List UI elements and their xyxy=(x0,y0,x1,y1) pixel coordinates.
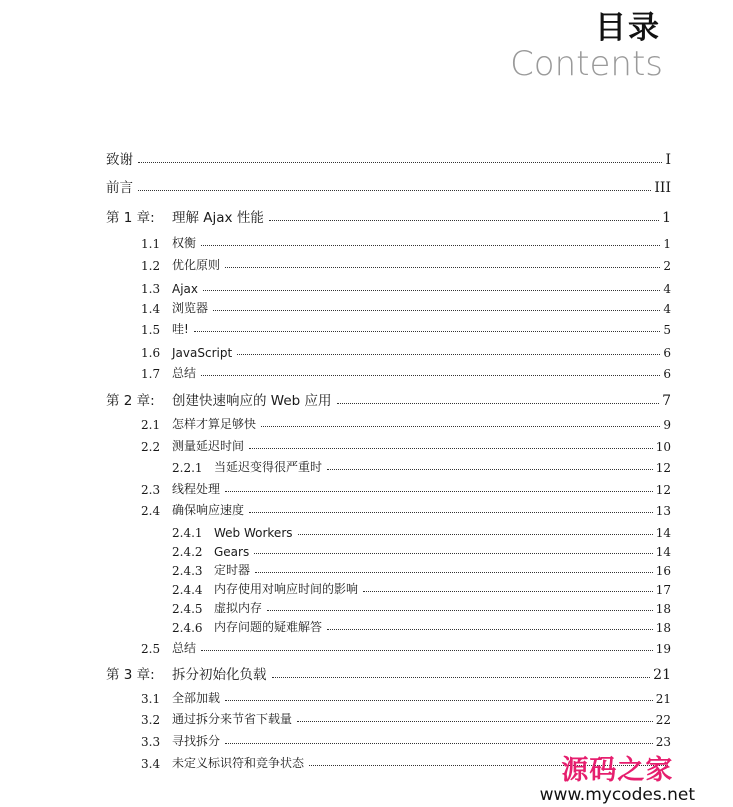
toc-page-number: 23 xyxy=(655,735,671,749)
toc-section-number: 1.3 xyxy=(141,282,161,296)
toc-label: Web Workers xyxy=(214,526,293,540)
watermark xyxy=(540,748,695,805)
toc-label: 怎样才算足够快 xyxy=(172,417,257,431)
toc-leader-dots xyxy=(201,244,660,246)
toc-label: 优化原则 xyxy=(172,258,221,272)
toc-entry xyxy=(0,206,733,226)
toc-leader-dots xyxy=(363,590,653,592)
toc-leader-dots xyxy=(225,742,653,744)
toc-entry xyxy=(0,434,733,454)
toc-section-number: 2.4 xyxy=(141,504,161,518)
toc-entry xyxy=(0,296,733,316)
toc-leader-dots xyxy=(327,628,653,630)
toc-label: 寻找拆分 xyxy=(172,734,221,748)
toc-page-number: 14 xyxy=(655,526,671,540)
toc-entry xyxy=(0,276,733,296)
toc-section-number: 3.4 xyxy=(141,757,161,771)
toc-leader-dots xyxy=(337,402,660,404)
toc-page-number: 14 xyxy=(655,545,671,559)
toc-chapter-number: 第 1 章: xyxy=(106,210,155,226)
toc-leader-dots xyxy=(225,266,660,268)
toc-chapter-number: 第 2 章: xyxy=(106,393,155,409)
toc-entry xyxy=(0,477,733,497)
toc-entry xyxy=(0,253,733,273)
toc-leader-dots xyxy=(201,374,660,376)
toc-label: 内存问题的疑难解答 xyxy=(214,620,323,634)
toc-entry xyxy=(0,176,733,196)
toc-page-number: 5 xyxy=(663,323,671,337)
toc-section-number: 2.4.5 xyxy=(172,602,203,616)
toc-section-number: 2.4.6 xyxy=(172,621,203,635)
toc-section-number: 1.2 xyxy=(141,259,161,273)
toc-page-number: 6 xyxy=(663,367,671,381)
toc-section-number: 2.3 xyxy=(141,483,161,497)
toc-leader-dots xyxy=(249,447,653,449)
toc-leader-dots xyxy=(194,330,661,332)
toc-entry xyxy=(0,615,733,635)
toc-leader-dots xyxy=(254,552,652,554)
toc-chapter-number: 第 3 章: xyxy=(106,667,155,683)
toc-page-number: 17 xyxy=(655,583,671,597)
toc-label: 前言 xyxy=(106,180,133,196)
toc-label: 哇! xyxy=(172,322,189,336)
toc-page-number: 4 xyxy=(663,302,671,316)
toc-label: 全部加载 xyxy=(172,691,221,705)
toc-section-number: 1.5 xyxy=(141,323,161,337)
toc-label: 拆分初始化负载 xyxy=(172,667,267,683)
toc-leader-dots xyxy=(298,533,653,535)
toc-entry xyxy=(0,498,733,518)
toc-label: 测量延迟时间 xyxy=(172,439,245,453)
toc-leader-dots xyxy=(225,490,653,492)
toc-entry xyxy=(0,340,733,360)
toc-entry xyxy=(0,636,733,656)
toc-page-number: 22 xyxy=(655,713,671,727)
toc-page-number: 16 xyxy=(655,564,671,578)
toc-leader-dots xyxy=(203,289,660,291)
toc-page-number: 7 xyxy=(662,393,671,409)
toc-entry xyxy=(0,729,733,749)
toc-section-number: 1.1 xyxy=(141,237,161,251)
toc-entry xyxy=(0,148,733,168)
toc-section-number: 2.4.4 xyxy=(172,583,203,597)
toc-label: 确保响应速度 xyxy=(172,503,245,517)
toc-leader-dots xyxy=(269,219,659,221)
toc-leader-dots xyxy=(297,720,653,722)
toc-page-number: 19 xyxy=(655,642,671,656)
watermark-url: www.mycodes.net xyxy=(539,785,695,805)
toc-section-number: 2.1 xyxy=(141,418,161,432)
toc-label: 总结 xyxy=(172,366,197,380)
toc-section-number: 1.4 xyxy=(141,302,161,316)
toc-label: 创建快速响应的 Web 应用 xyxy=(172,393,332,409)
toc-entry xyxy=(0,663,733,683)
toc-section-number: 1.6 xyxy=(141,346,161,360)
toc-label: 通过拆分来节省下载量 xyxy=(172,712,293,726)
toc-entry xyxy=(0,539,733,559)
toc-leader-dots xyxy=(138,189,651,191)
toc-page-number: 21 xyxy=(655,692,671,706)
toc-page-number: 2 xyxy=(663,259,671,273)
toc-section-number: 1.7 xyxy=(141,367,161,381)
toc-section-number: 2.2.1 xyxy=(172,461,203,475)
toc-section-number: 2.4.2 xyxy=(172,545,203,559)
toc-leader-dots xyxy=(255,571,653,573)
toc-leader-dots xyxy=(267,609,653,611)
toc-page-number: 1 xyxy=(662,210,671,226)
toc-label: 权衡 xyxy=(172,236,197,250)
toc-leader-dots xyxy=(249,511,653,513)
toc-page-number: 10 xyxy=(655,440,671,454)
toc-label: 虚拟内存 xyxy=(214,601,263,615)
toc-page-number: I xyxy=(665,152,671,168)
toc-entry xyxy=(0,596,733,616)
toc-label: 理解 Ajax 性能 xyxy=(172,210,264,226)
toc-page-number: 12 xyxy=(655,483,671,497)
toc-entry xyxy=(0,520,733,540)
toc-leader-dots xyxy=(272,676,651,678)
toc-page-number: 18 xyxy=(655,621,671,635)
toc-entry xyxy=(0,389,733,409)
page-subtitle: Contents xyxy=(510,44,663,84)
toc-entry xyxy=(0,707,733,727)
toc-label: JavaScript xyxy=(172,346,233,360)
toc-label: 定时器 xyxy=(214,563,251,577)
toc-entry xyxy=(0,412,733,432)
page-title: 目录 xyxy=(595,10,661,46)
toc-label: 线程处理 xyxy=(172,482,221,496)
toc-leader-dots xyxy=(213,309,660,311)
toc-label: Gears xyxy=(214,545,250,559)
toc-section-number: 2.5 xyxy=(141,642,161,656)
toc-label: 总结 xyxy=(172,641,197,655)
toc-label: 当延迟变得很严重时 xyxy=(214,460,323,474)
toc-label: 内存使用对响应时间的影响 xyxy=(214,582,359,596)
toc-leader-dots xyxy=(138,161,662,163)
toc-section-number: 3.1 xyxy=(141,692,161,706)
toc-label: 浏览器 xyxy=(172,301,209,315)
toc-label: 未定义标识符和竞争状态 xyxy=(172,756,305,770)
toc-label: Ajax xyxy=(172,282,198,296)
toc-page-number: 12 xyxy=(655,461,671,475)
toc-page-number: 4 xyxy=(663,282,671,296)
toc-entry xyxy=(0,231,733,251)
toc-page-number: 9 xyxy=(663,418,671,432)
toc-section-number: 2.4.3 xyxy=(172,564,203,578)
toc-leader-dots xyxy=(201,649,653,651)
toc-section-number: 2.4.1 xyxy=(172,526,203,540)
toc-section-number: 3.3 xyxy=(141,735,161,749)
toc-page-number: 1 xyxy=(663,237,671,251)
toc-leader-dots xyxy=(225,699,653,701)
toc-entry xyxy=(0,686,733,706)
toc-leader-dots xyxy=(261,425,660,427)
toc-leader-dots xyxy=(327,468,653,470)
toc-entry xyxy=(0,317,733,337)
toc-entry xyxy=(0,361,733,381)
toc-page-number: III xyxy=(654,180,671,196)
toc-leader-dots xyxy=(237,353,660,355)
toc-page-number: 21 xyxy=(653,667,671,683)
toc-section-number: 2.2 xyxy=(141,440,161,454)
toc-entry xyxy=(0,577,733,597)
toc-entry xyxy=(0,455,733,475)
watermark-name: 源码之家 xyxy=(561,755,674,786)
toc-section-number: 3.2 xyxy=(141,713,161,727)
toc-page-number: 18 xyxy=(655,602,671,616)
toc-page-number: 6 xyxy=(663,346,671,360)
toc-label: 致谢 xyxy=(106,152,133,168)
toc-page-number: 13 xyxy=(655,504,671,518)
toc-entry xyxy=(0,558,733,578)
